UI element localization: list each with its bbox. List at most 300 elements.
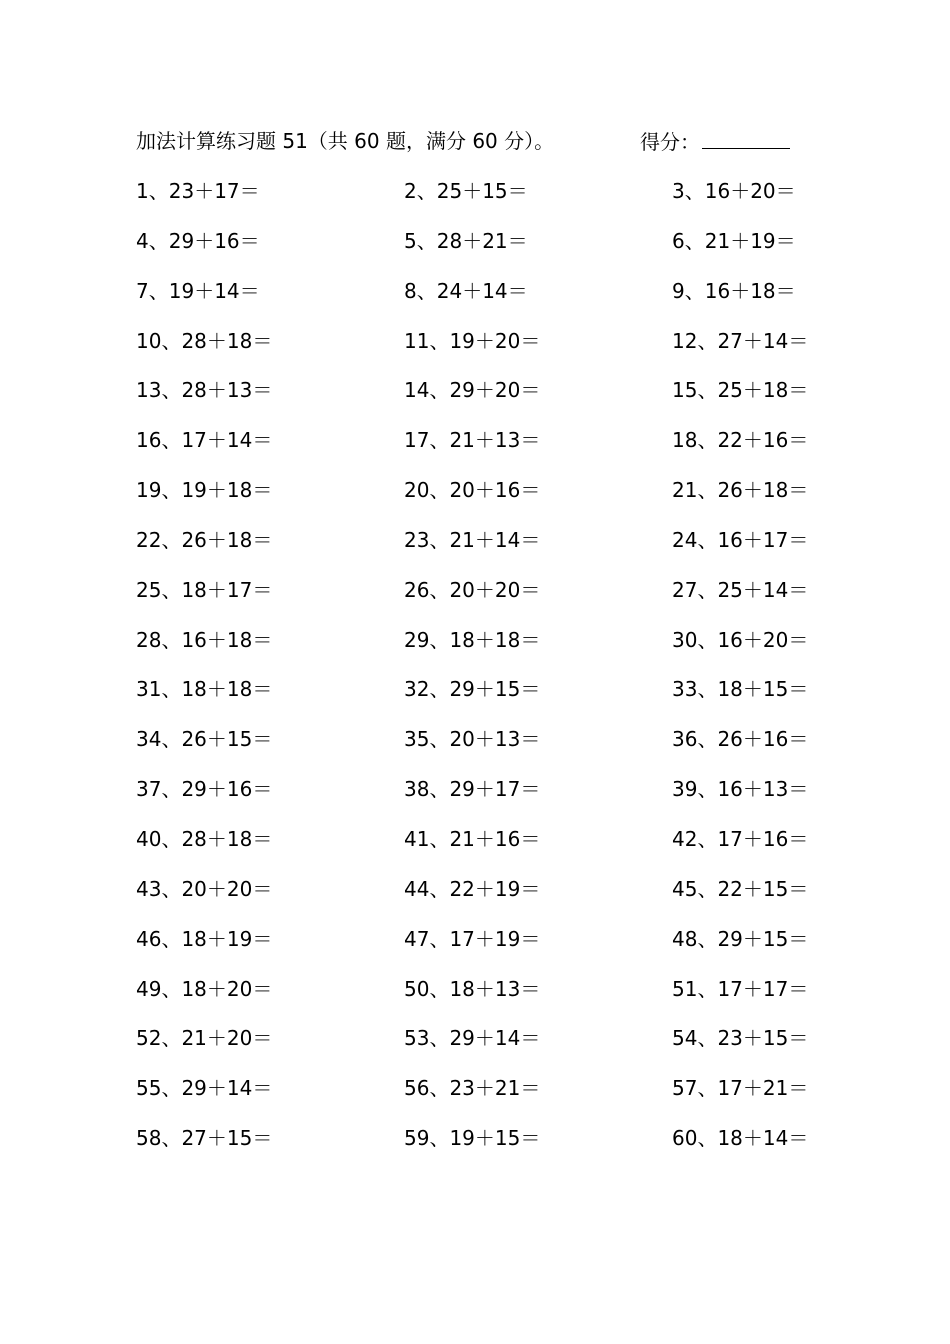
plus-sign: ＋ (474, 777, 495, 802)
plus-sign: ＋ (206, 478, 227, 503)
problem-number: 34 (136, 727, 162, 752)
addend-a: 16 (717, 627, 743, 652)
equals-sign: ＝ (239, 278, 260, 303)
separator: 、 (429, 577, 450, 602)
addend-a: 16 (717, 777, 743, 802)
addend-a: 18 (181, 926, 207, 951)
plus-sign: ＋ (462, 179, 483, 203)
addend-b: 20 (226, 1026, 253, 1051)
plus-sign: ＋ (730, 228, 751, 253)
separator: 、 (161, 577, 182, 602)
problem-item (672, 326, 856, 376)
plus-sign: ＋ (206, 926, 227, 951)
equals-sign: ＝ (520, 1076, 541, 1101)
problem-item (136, 625, 404, 675)
problem-number: 39 (672, 777, 698, 802)
addend-b: 20 (494, 577, 521, 602)
equals-sign: ＝ (788, 627, 809, 652)
equals-sign: ＝ (252, 1026, 273, 1051)
separator: 、 (416, 228, 437, 253)
plus-sign: ＋ (206, 527, 227, 552)
addend-a: 25 (436, 179, 463, 203)
problem-number: 37 (136, 777, 162, 802)
addend-b: 15 (494, 677, 521, 702)
plus-sign: ＋ (474, 478, 495, 503)
addend-a: 16 (717, 527, 743, 552)
addend-a: 19 (181, 478, 207, 503)
separator: 、 (161, 328, 182, 353)
separator: 、 (697, 677, 718, 702)
problem-number: 53 (404, 1026, 430, 1051)
problem-number: 43 (136, 876, 162, 901)
addend-b: 16 (762, 727, 789, 752)
plus-sign: ＋ (742, 777, 763, 802)
plus-sign: ＋ (742, 378, 763, 403)
addend-b: 17 (494, 777, 521, 802)
equals-sign: ＝ (788, 926, 809, 951)
problem-number: 29 (404, 627, 430, 652)
separator: 、 (697, 1126, 718, 1151)
addend-b: 19 (494, 876, 521, 901)
addend-b: 15 (482, 179, 508, 203)
addend-a: 17 (449, 926, 475, 951)
problem-number: 20 (404, 478, 430, 503)
problem-item (404, 575, 672, 625)
problem-item (672, 425, 856, 475)
equals-sign: ＝ (788, 976, 809, 1001)
addend-b: 18 (226, 527, 253, 552)
equals-sign: ＝ (520, 1026, 541, 1051)
problem-item (404, 824, 672, 874)
plus-sign: ＋ (206, 378, 227, 403)
equals-sign: ＝ (252, 378, 273, 403)
problem-number: 23 (404, 527, 430, 552)
problem-item (136, 724, 404, 774)
problem-number: 59 (404, 1126, 430, 1151)
separator: 、 (161, 777, 182, 802)
plus-sign: ＋ (474, 627, 495, 652)
separator: 、 (429, 976, 450, 1001)
plus-sign: ＋ (742, 328, 763, 353)
addend-a: 16 (704, 179, 731, 203)
problem-number: 6 (672, 228, 685, 253)
addend-b: 18 (226, 677, 253, 702)
plus-sign: ＋ (474, 826, 495, 851)
equals-sign: ＝ (252, 826, 273, 851)
equals-sign: ＝ (520, 777, 541, 802)
problem-item (404, 176, 672, 226)
addend-a: 28 (181, 826, 207, 851)
worksheet-title: 加法计算练习题 51（共 60 题，满分 60 分）。 (136, 129, 555, 153)
problem-number: 54 (672, 1026, 698, 1051)
problem-number: 2 (404, 179, 417, 203)
separator: 、 (429, 478, 450, 503)
addend-a: 20 (181, 876, 207, 901)
addend-a: 16 (704, 278, 731, 303)
addend-b: 17 (762, 527, 789, 552)
problem-item (136, 1123, 404, 1173)
separator: 、 (161, 1076, 182, 1101)
equals-sign: ＝ (252, 926, 273, 951)
problem-item (672, 1023, 856, 1073)
problem-item (404, 874, 672, 924)
plus-sign: ＋ (206, 328, 227, 353)
plus-sign: ＋ (206, 876, 227, 901)
equals-sign: ＝ (788, 577, 809, 602)
problem-number: 14 (404, 378, 430, 403)
separator: 、 (161, 677, 182, 702)
addend-a: 21 (704, 228, 731, 253)
problem-item (672, 724, 856, 774)
plus-sign: ＋ (742, 677, 763, 702)
problem-item (404, 724, 672, 774)
equals-sign: ＝ (788, 428, 809, 453)
equals-sign: ＝ (252, 627, 273, 652)
addend-a: 18 (181, 976, 207, 1001)
separator: 、 (161, 876, 182, 901)
addend-b: 18 (226, 328, 253, 353)
addend-b: 20 (762, 627, 789, 652)
separator: 、 (148, 179, 169, 203)
problem-item (672, 924, 856, 974)
problem-item (136, 425, 404, 475)
separator: 、 (429, 378, 450, 403)
equals-sign: ＝ (788, 1126, 809, 1151)
addend-b: 18 (762, 378, 789, 403)
plus-sign: ＋ (742, 428, 763, 453)
separator: 、 (429, 826, 450, 851)
problem-item (404, 375, 672, 425)
problem-item (136, 974, 404, 1024)
problem-number: 12 (672, 328, 698, 353)
addend-a: 29 (449, 378, 475, 403)
separator: 、 (697, 478, 718, 503)
equals-sign: ＝ (520, 677, 541, 702)
equals-sign: ＝ (252, 1126, 273, 1151)
addend-b: 14 (762, 577, 789, 602)
problem-number: 27 (672, 577, 698, 602)
separator: 、 (161, 1026, 182, 1051)
separator: 、 (161, 527, 182, 552)
equals-sign: ＝ (775, 179, 796, 203)
plus-sign: ＋ (742, 1126, 763, 1151)
addend-b: 20 (494, 378, 521, 403)
problem-item (672, 375, 856, 425)
problem-item (404, 924, 672, 974)
equals-sign: ＝ (252, 777, 273, 802)
equals-sign: ＝ (775, 278, 796, 303)
addend-b: 21 (494, 1076, 521, 1101)
separator: 、 (429, 627, 450, 652)
equals-sign: ＝ (252, 328, 273, 353)
addend-b: 18 (226, 627, 253, 652)
problem-number: 36 (672, 727, 698, 752)
problem-number: 60 (672, 1126, 698, 1151)
problem-item (136, 475, 404, 525)
problem-number: 13 (136, 378, 162, 403)
addend-a: 20 (449, 727, 475, 752)
plus-sign: ＋ (742, 1076, 763, 1101)
separator: 、 (697, 577, 718, 602)
plus-sign: ＋ (206, 826, 227, 851)
problem-number: 40 (136, 826, 162, 851)
plus-sign: ＋ (474, 976, 495, 1001)
addend-b: 15 (762, 876, 789, 901)
problem-item (136, 375, 404, 425)
problem-item (672, 176, 856, 226)
problem-number: 3 (672, 179, 685, 203)
addend-b: 14 (762, 1126, 789, 1151)
plus-sign: ＋ (474, 1026, 495, 1051)
addend-a: 23 (168, 179, 195, 203)
equals-sign: ＝ (252, 677, 273, 702)
problem-number: 22 (136, 527, 162, 552)
plus-sign: ＋ (474, 577, 495, 602)
equals-sign: ＝ (788, 478, 809, 503)
plus-sign: ＋ (206, 976, 227, 1001)
addend-b: 18 (226, 826, 253, 851)
separator: 、 (161, 478, 182, 503)
equals-sign: ＝ (252, 577, 273, 602)
addend-a: 18 (181, 677, 207, 702)
addend-a: 28 (436, 228, 463, 253)
problem-item (136, 176, 404, 226)
addend-b: 17 (762, 976, 789, 1001)
equals-sign: ＝ (520, 328, 541, 353)
separator: 、 (429, 1126, 450, 1151)
addend-a: 18 (181, 577, 207, 602)
addend-b: 15 (226, 727, 253, 752)
problem-item (672, 625, 856, 675)
addend-a: 17 (717, 1076, 743, 1101)
problem-number: 28 (136, 627, 162, 652)
addend-b: 19 (226, 926, 253, 951)
plus-sign: ＋ (194, 278, 215, 303)
addend-b: 13 (494, 727, 521, 752)
equals-sign: ＝ (252, 727, 273, 752)
equals-sign: ＝ (520, 926, 541, 951)
addend-b: 18 (762, 478, 789, 503)
separator: 、 (697, 627, 718, 652)
problem-number: 48 (672, 926, 698, 951)
plus-sign: ＋ (742, 976, 763, 1001)
plus-sign: ＋ (474, 677, 495, 702)
addend-a: 29 (449, 1026, 475, 1051)
addend-b: 19 (494, 926, 521, 951)
plus-sign: ＋ (742, 926, 763, 951)
addend-a: 26 (181, 527, 207, 552)
equals-sign: ＝ (788, 876, 809, 901)
plus-sign: ＋ (206, 627, 227, 652)
plus-sign: ＋ (206, 1076, 227, 1101)
problem-number: 4 (136, 228, 149, 253)
addend-a: 17 (717, 976, 743, 1001)
problem-number: 15 (672, 378, 698, 403)
separator: 、 (429, 926, 450, 951)
plus-sign: ＋ (742, 627, 763, 652)
problem-number: 55 (136, 1076, 162, 1101)
problem-number: 9 (672, 278, 685, 303)
addend-b: 16 (494, 478, 521, 503)
problem-item (672, 874, 856, 924)
addend-a: 29 (717, 926, 743, 951)
equals-sign: ＝ (520, 577, 541, 602)
plus-sign: ＋ (474, 428, 495, 453)
separator: 、 (697, 876, 718, 901)
plus-sign: ＋ (474, 1076, 495, 1101)
problem-item (136, 874, 404, 924)
plus-sign: ＋ (206, 1026, 227, 1051)
separator: 、 (697, 1076, 718, 1101)
problem-item (136, 774, 404, 824)
separator: 、 (697, 1026, 718, 1051)
equals-sign: ＝ (788, 1076, 809, 1101)
problem-item (404, 674, 672, 724)
problem-number: 45 (672, 876, 698, 901)
equals-sign: ＝ (520, 527, 541, 552)
addend-b: 17 (226, 577, 253, 602)
equals-sign: ＝ (788, 378, 809, 403)
problem-number: 17 (404, 428, 430, 453)
addend-b: 13 (226, 378, 253, 403)
problem-item (672, 824, 856, 874)
problem-number: 56 (404, 1076, 430, 1101)
separator: 、 (429, 328, 450, 353)
addend-b: 15 (762, 1026, 789, 1051)
addend-b: 20 (226, 976, 253, 1001)
problem-number: 18 (672, 428, 698, 453)
problem-item (136, 824, 404, 874)
separator: 、 (429, 1076, 450, 1101)
separator: 、 (429, 428, 450, 453)
plus-sign: ＋ (194, 228, 215, 253)
addend-a: 29 (181, 777, 207, 802)
addend-a: 16 (181, 627, 207, 652)
addend-b: 16 (762, 428, 789, 453)
problem-item (404, 1023, 672, 1073)
addend-a: 22 (449, 876, 475, 901)
separator: 、 (429, 777, 450, 802)
plus-sign: ＋ (742, 577, 763, 602)
separator: 、 (697, 826, 718, 851)
problem-number: 32 (404, 677, 430, 702)
equals-sign: ＝ (775, 228, 796, 253)
separator: 、 (684, 228, 705, 253)
separator: 、 (429, 727, 450, 752)
separator: 、 (684, 278, 705, 303)
problem-grid (136, 176, 856, 1173)
separator: 、 (429, 876, 450, 901)
addend-a: 25 (717, 378, 743, 403)
separator: 、 (161, 428, 182, 453)
problem-item (136, 226, 404, 276)
problem-item (136, 674, 404, 724)
problem-item (404, 525, 672, 575)
separator: 、 (161, 378, 182, 403)
problem-item (404, 1073, 672, 1123)
addend-a: 27 (717, 328, 743, 353)
addend-a: 21 (449, 527, 475, 552)
equals-sign: ＝ (788, 328, 809, 353)
problem-item (404, 425, 672, 475)
problem-number: 25 (136, 577, 162, 602)
problem-number: 46 (136, 926, 162, 951)
addend-b: 14 (214, 278, 240, 303)
problem-item (672, 774, 856, 824)
plus-sign: ＋ (206, 1126, 227, 1151)
addend-a: 29 (168, 228, 195, 253)
problem-number: 24 (672, 527, 698, 552)
addend-a: 26 (181, 727, 207, 752)
addend-b: 14 (762, 328, 789, 353)
addend-b: 14 (494, 527, 521, 552)
separator: 、 (697, 926, 718, 951)
equals-sign: ＝ (507, 179, 528, 203)
plus-sign: ＋ (474, 527, 495, 552)
addend-b: 17 (214, 179, 240, 203)
problem-number: 26 (404, 577, 430, 602)
addend-a: 20 (449, 577, 475, 602)
addend-a: 26 (717, 727, 743, 752)
plus-sign: ＋ (742, 527, 763, 552)
problem-number: 47 (404, 926, 430, 951)
problem-item (672, 1073, 856, 1123)
problem-number: 49 (136, 976, 162, 1001)
equals-sign: ＝ (520, 627, 541, 652)
addend-b: 15 (762, 926, 789, 951)
addend-b: 18 (226, 478, 253, 503)
separator: 、 (697, 378, 718, 403)
addend-b: 18 (750, 278, 776, 303)
plus-sign: ＋ (474, 926, 495, 951)
score-blank[interactable] (702, 126, 790, 149)
score-field (640, 126, 790, 157)
separator: 、 (429, 677, 450, 702)
problem-item (404, 475, 672, 525)
problem-item (404, 1123, 672, 1173)
plus-sign: ＋ (206, 577, 227, 602)
problem-item (136, 326, 404, 376)
problem-item (136, 1023, 404, 1073)
addend-a: 18 (717, 677, 743, 702)
addend-b: 16 (214, 228, 240, 253)
addend-a: 19 (449, 1126, 475, 1151)
addend-a: 26 (717, 478, 743, 503)
separator: 、 (416, 179, 437, 203)
plus-sign: ＋ (462, 228, 483, 253)
separator: 、 (148, 278, 169, 303)
addend-b: 15 (762, 677, 789, 702)
addend-a: 23 (449, 1076, 475, 1101)
plus-sign: ＋ (730, 179, 751, 203)
addend-a: 27 (181, 1126, 207, 1151)
addend-a: 22 (717, 876, 743, 901)
addend-a: 24 (436, 278, 463, 303)
problem-item (404, 974, 672, 1024)
equals-sign: ＝ (788, 1026, 809, 1051)
problem-number: 33 (672, 677, 698, 702)
addend-b: 16 (226, 777, 253, 802)
addend-b: 13 (762, 777, 789, 802)
problem-number: 21 (672, 478, 698, 503)
separator: 、 (684, 179, 705, 203)
equals-sign: ＝ (788, 727, 809, 752)
equals-sign: ＝ (507, 228, 528, 253)
equals-sign: ＝ (507, 278, 528, 303)
equals-sign: ＝ (788, 777, 809, 802)
plus-sign: ＋ (742, 826, 763, 851)
separator: 、 (161, 976, 182, 1001)
